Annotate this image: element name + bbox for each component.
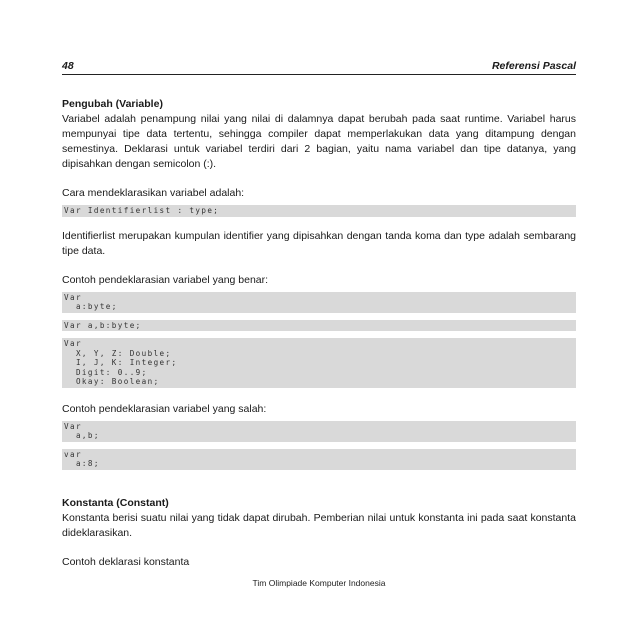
page-footer: Tim Olimpiade Komputer Indonesia — [252, 578, 386, 588]
wrong-examples — [62, 421, 576, 470]
code-line: Var — [64, 292, 82, 302]
constant-heading: Konstanta (Constant) — [62, 496, 169, 509]
code-line: Var — [64, 421, 82, 431]
correct-examples — [62, 292, 576, 388]
constant-example-label: Contoh deklarasi konstanta — [62, 555, 190, 568]
page-header — [62, 58, 576, 75]
variable-intro: Variabel adalah penampung nilai yang nilai di dalamnya dapat berubah pada saat runtime. Variabel harus mempunyai tipe data tertentu, sehingga compiler dapat memperlakukan data yang ditampung dengan semestinya. Deklarasi untuk variabel terdiri dari 2 bagian, yaitu nama variabel dan tipe datanya, yang dipisahkan dengan semicolon (:). — [62, 113, 576, 170]
syntax-code-block — [62, 205, 576, 217]
declare-how-text: Cara mendeklarasikan variabel adalah: — [62, 187, 245, 199]
wrong-examples-label: Contoh pendeklarasian variabel yang salah: — [62, 402, 267, 415]
code-line: var — [64, 449, 82, 459]
code-line: Okay: Boolean; — [64, 377, 160, 386]
code-line: a:8; — [64, 459, 100, 468]
variable-heading: Pengubah (Variable) — [62, 98, 163, 110]
code-line: Digit: 0..9; — [64, 367, 148, 377]
code-line: X, Y, Z: Double; — [64, 348, 172, 358]
correct-examples-label: Contoh pendeklarasian variabel yang benar: — [62, 273, 269, 286]
document-page — [62, 58, 576, 570]
code-block — [62, 292, 576, 313]
code-block — [62, 320, 576, 332]
code-block — [62, 449, 576, 470]
constant-intro: Konstanta berisi suatu nilai yang tidak dapat dirubah. Pemberian nilai untuk konstanta ini pada saat konstanta dideklarasikan. — [62, 511, 576, 539]
running-title: Referensi Pascal — [491, 60, 576, 72]
page-number: 48 — [62, 60, 74, 72]
code-block — [62, 421, 576, 442]
code-line: Var a,b:byte; — [64, 320, 142, 330]
code-line: I, J, K: Integer; — [64, 358, 178, 367]
code-line: Var Identifierlist : type; — [64, 206, 220, 215]
identifierlist-description: Identifierlist merupakan kumpulan identifier yang dipisahkan dengan tanda koma dan type adalah sembarang tipe data. — [62, 229, 576, 257]
code-line: a:byte; — [64, 302, 118, 311]
code-block — [62, 338, 576, 388]
code-line: a,b; — [64, 431, 100, 440]
code-line: Var — [64, 339, 82, 348]
